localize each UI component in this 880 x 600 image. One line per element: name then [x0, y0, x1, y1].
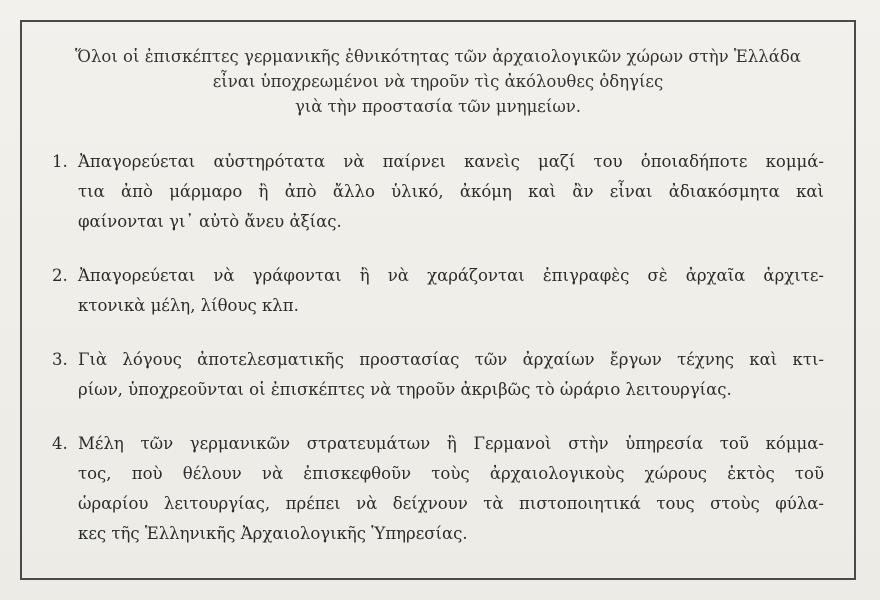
- notice-item-1: [52, 147, 824, 237]
- heading-line: Ὅλοι οἱ ἐπισκέπτες γερμανικῆς ἐθνικότητας τῶν ἀρχαιολογικῶν χώρων στὴν Ἑλλάδα: [75, 47, 801, 66]
- notice-number: 1.: [52, 152, 68, 171]
- notice-line: κτονικὰ μέλη, λίθους κλπ.: [78, 296, 299, 315]
- notice-item-4: [52, 429, 824, 549]
- notice-item-3: [52, 345, 824, 405]
- notice-line: τια ἀπὸ μάρμαρο ἢ ἀπὸ ἄλλο ὑλικό, ἀκόμη καὶ ἂν εἶναι ἀδιακόσμητα καὶ: [78, 182, 824, 201]
- notice-line: Γιὰ λόγους ἀποτελεσματικῆς προστασίας τῶν ἀρχαίων ἔργων τέχνης καὶ κτι-: [78, 350, 824, 369]
- document-heading: [52, 44, 824, 119]
- heading-line: γιὰ τὴν προστασία τῶν μνημείων.: [294, 97, 582, 116]
- notice-line: τος, ποὺ θέλουν νὰ ἐπισκεφθοῦν τοὺς ἀρχαιολογικοὺς χώρους ἐκτὸς τοῦ: [78, 464, 824, 483]
- notice-number: 2.: [52, 266, 68, 285]
- notice-line: Ἀπαγορεύεται νὰ γράφονται ἢ νὰ χαράζονται ἐπιγραφὲς σὲ ἀρχαῖα ἀρχιτε-: [78, 266, 824, 285]
- notice-line: κες τῆς Ἑλληνικῆς Ἀρχαιολογικῆς Ὑπηρεσίας.: [78, 524, 468, 543]
- notice-line: ρίων, ὑποχρεοῦνται οἱ ἐπισκέπτες νὰ τηροῦν ἀκριβῶς τὸ ὡράριο λειτουργίας.: [78, 380, 732, 399]
- notice-line: Ἀπαγορεύεται αὐστηρότατα νὰ παίρνει κανεὶς μαζί του ὁποιαδήποτε κομμά-: [78, 152, 824, 171]
- notice-frame: [20, 20, 856, 580]
- notice-number: 3.: [52, 350, 68, 369]
- heading-line: εἶναι ὑποχρεωμένοι νὰ τηροῦν τὶς ἀκόλουθες ὁδηγίες: [212, 72, 664, 91]
- notice-line: Μέλη τῶν γερμανικῶν στρατευμάτων ἢ Γερμανοὶ στὴν ὑπηρεσία τοῦ κόμμα-: [78, 434, 824, 453]
- notice-list: [52, 147, 824, 549]
- notice-line: ὡραρίου λειτουργίας, πρέπει νὰ δείχνουν τὰ πιστοποιητικά τους στοὺς φύλα-: [78, 494, 824, 513]
- notice-number: 4.: [52, 434, 68, 453]
- notice-line: φαίνονται γι᾽ αὐτὸ ἄνευ ἀξίας.: [78, 212, 342, 231]
- notice-item-2: [52, 261, 824, 321]
